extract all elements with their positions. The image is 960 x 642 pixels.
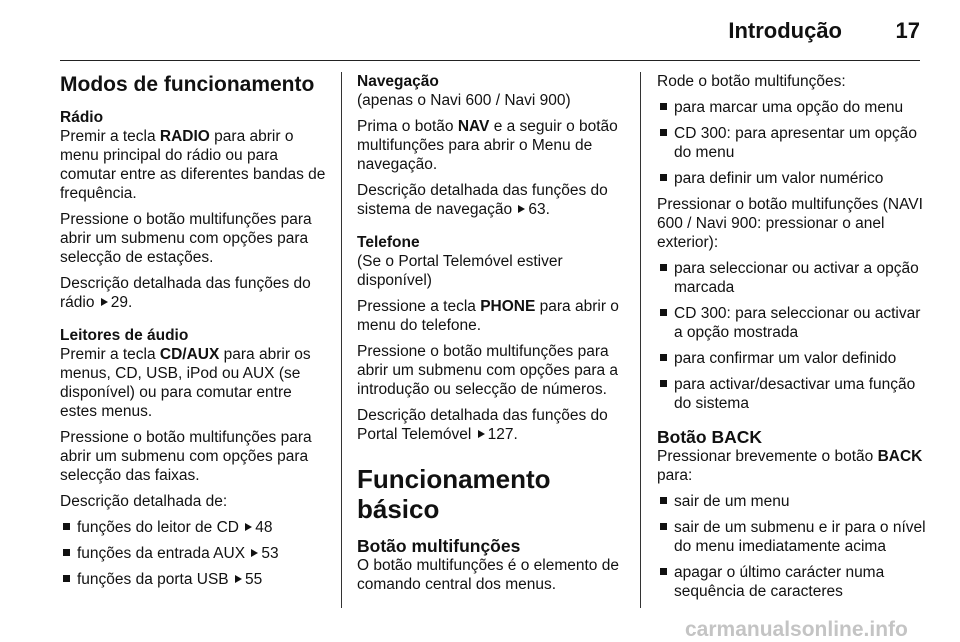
text: para abrir os menus, CD, USB, iPod ou AUX (se disponível) ou para comutar entre estes menus. [60, 346, 311, 420]
key-radio: RADIO [159, 128, 210, 145]
text: e a seguir o botão multifunções para abrir o Menu de navegação. [357, 118, 618, 173]
page-ref-arrow-icon [235, 575, 242, 583]
text: Descrição detalhada das funções do rádio [60, 275, 311, 311]
text: para: [657, 467, 693, 484]
list-item: apagar o último carácter numa sequência de caracteres [657, 563, 927, 601]
rotate-list [657, 98, 927, 188]
list-item: para marcar uma opção do menu [657, 98, 927, 117]
text: para abrir o menu principal do rádio ou para comutar entre as diferentes bandas de frequência. [60, 128, 326, 202]
list-item: para definir um valor numérico [657, 169, 927, 188]
list-item: sair de um menu [657, 492, 927, 511]
watermark: carmanualsonline.info [685, 618, 908, 641]
list-item: para activar/desactivar uma função do sistema [657, 375, 927, 413]
text: Pressionar brevemente o botão [657, 448, 878, 465]
text: Descrição detalhada das funções do sistema de navegação [357, 182, 608, 218]
nav-paragraph [357, 117, 635, 174]
page-ref[interactable]: 63. [528, 201, 550, 218]
press-list [657, 259, 927, 413]
column-divider [640, 72, 641, 608]
page-ref-arrow-icon [251, 549, 258, 557]
header-rule [60, 60, 920, 61]
text: Pressione a tecla [357, 298, 481, 315]
nav-note: (apenas o Navi 600 / Navi 900) [357, 92, 571, 109]
list-item: CD 300: para seleccionar ou activar a opção mostrada [657, 304, 927, 342]
column-divider [341, 72, 342, 608]
column-middle [357, 72, 635, 601]
list-item: CD 300: para apresentar um opção do menu [657, 124, 927, 162]
key-back: BACK [877, 448, 923, 465]
phone-reference [357, 406, 635, 444]
nav-heading: Navegação [357, 73, 439, 90]
page-ref[interactable]: 53 [261, 545, 279, 562]
radio-paragraph [60, 127, 332, 203]
page-ref[interactable]: 48 [255, 519, 273, 536]
list-item: para confirmar um valor definido [657, 349, 927, 368]
header-title: Introdução [728, 18, 842, 43]
text: Descrição detalhada das funções do Portal Telemóvel [357, 407, 608, 443]
list-item [60, 544, 332, 563]
list-item: sair de um submenu e ir para o nível do menu imediatamente acima [657, 518, 927, 556]
page-number: 17 [895, 18, 920, 43]
audio-heading: Leitores de áudio [60, 327, 189, 344]
audio-paragraph: Pressione o botão multifunções para abrir um submenu com opções para selecção das faixas. [60, 429, 312, 484]
list-item [60, 518, 332, 537]
page-ref-arrow-icon [518, 205, 525, 213]
page-ref[interactable]: 55 [244, 571, 263, 588]
basic-operation-title: Funcionamento básico [357, 464, 551, 524]
list-item [60, 570, 332, 589]
press-intro: Pressionar o botão multifunções (NAVI 600 / Navi 900: pressionar o anel exterior): [657, 196, 923, 251]
back-list [657, 492, 927, 601]
radio-reference [60, 274, 332, 312]
page-ref-arrow-icon [101, 298, 108, 306]
list-item: para seleccionar ou activar a opção marcada [657, 259, 927, 297]
text: Premir a tecla [60, 128, 160, 145]
multi-paragraph: O botão multifunções é o elemento de comando central dos menus. [357, 557, 619, 593]
page-ref-arrow-icon [478, 430, 485, 438]
phone-paragraph [357, 297, 635, 335]
radio-heading: Rádio [60, 109, 104, 126]
nav-reference [357, 181, 635, 219]
phone-heading: Telefone [357, 234, 420, 251]
column-right [657, 72, 927, 608]
text: funções da entrada AUX [77, 545, 250, 562]
section-title: Modos de funcionamento [60, 73, 315, 96]
radio-paragraph: Pressione o botão multifunções para abrir um submenu com opções para selecção de estações. [60, 211, 312, 266]
key-cdaux: CD/AUX [159, 346, 220, 363]
audio-paragraph [60, 345, 332, 421]
key-nav: NAV [457, 118, 490, 135]
multi-button-heading: Botão multifunções [357, 536, 521, 556]
audio-list [60, 518, 332, 589]
text: Prima o botão [357, 118, 458, 135]
back-paragraph [657, 447, 927, 485]
page-ref[interactable]: 29. [110, 294, 133, 311]
page-ref[interactable]: 127. [487, 426, 518, 443]
rotate-intro: Rode o botão multifunções: [657, 73, 846, 90]
key-phone: PHONE [480, 298, 536, 315]
text: funções da porta USB [77, 571, 233, 588]
page-ref-arrow-icon [245, 523, 252, 531]
phone-note: (Se o Portal Telemóvel estiver disponível) [357, 253, 563, 289]
back-button-heading: Botão BACK [657, 427, 762, 447]
page-header [0, 0, 960, 62]
phone-paragraph: Pressione o botão multifunções para abrir um submenu com opções para a introdução ou selecção de números. [357, 343, 619, 398]
text: para abrir o menu do telefone. [357, 298, 619, 334]
column-left [60, 72, 332, 596]
text: Premir a tecla [60, 346, 160, 363]
text: funções do leitor de CD [77, 519, 244, 536]
audio-paragraph: Descrição detalhada de: [60, 493, 228, 510]
